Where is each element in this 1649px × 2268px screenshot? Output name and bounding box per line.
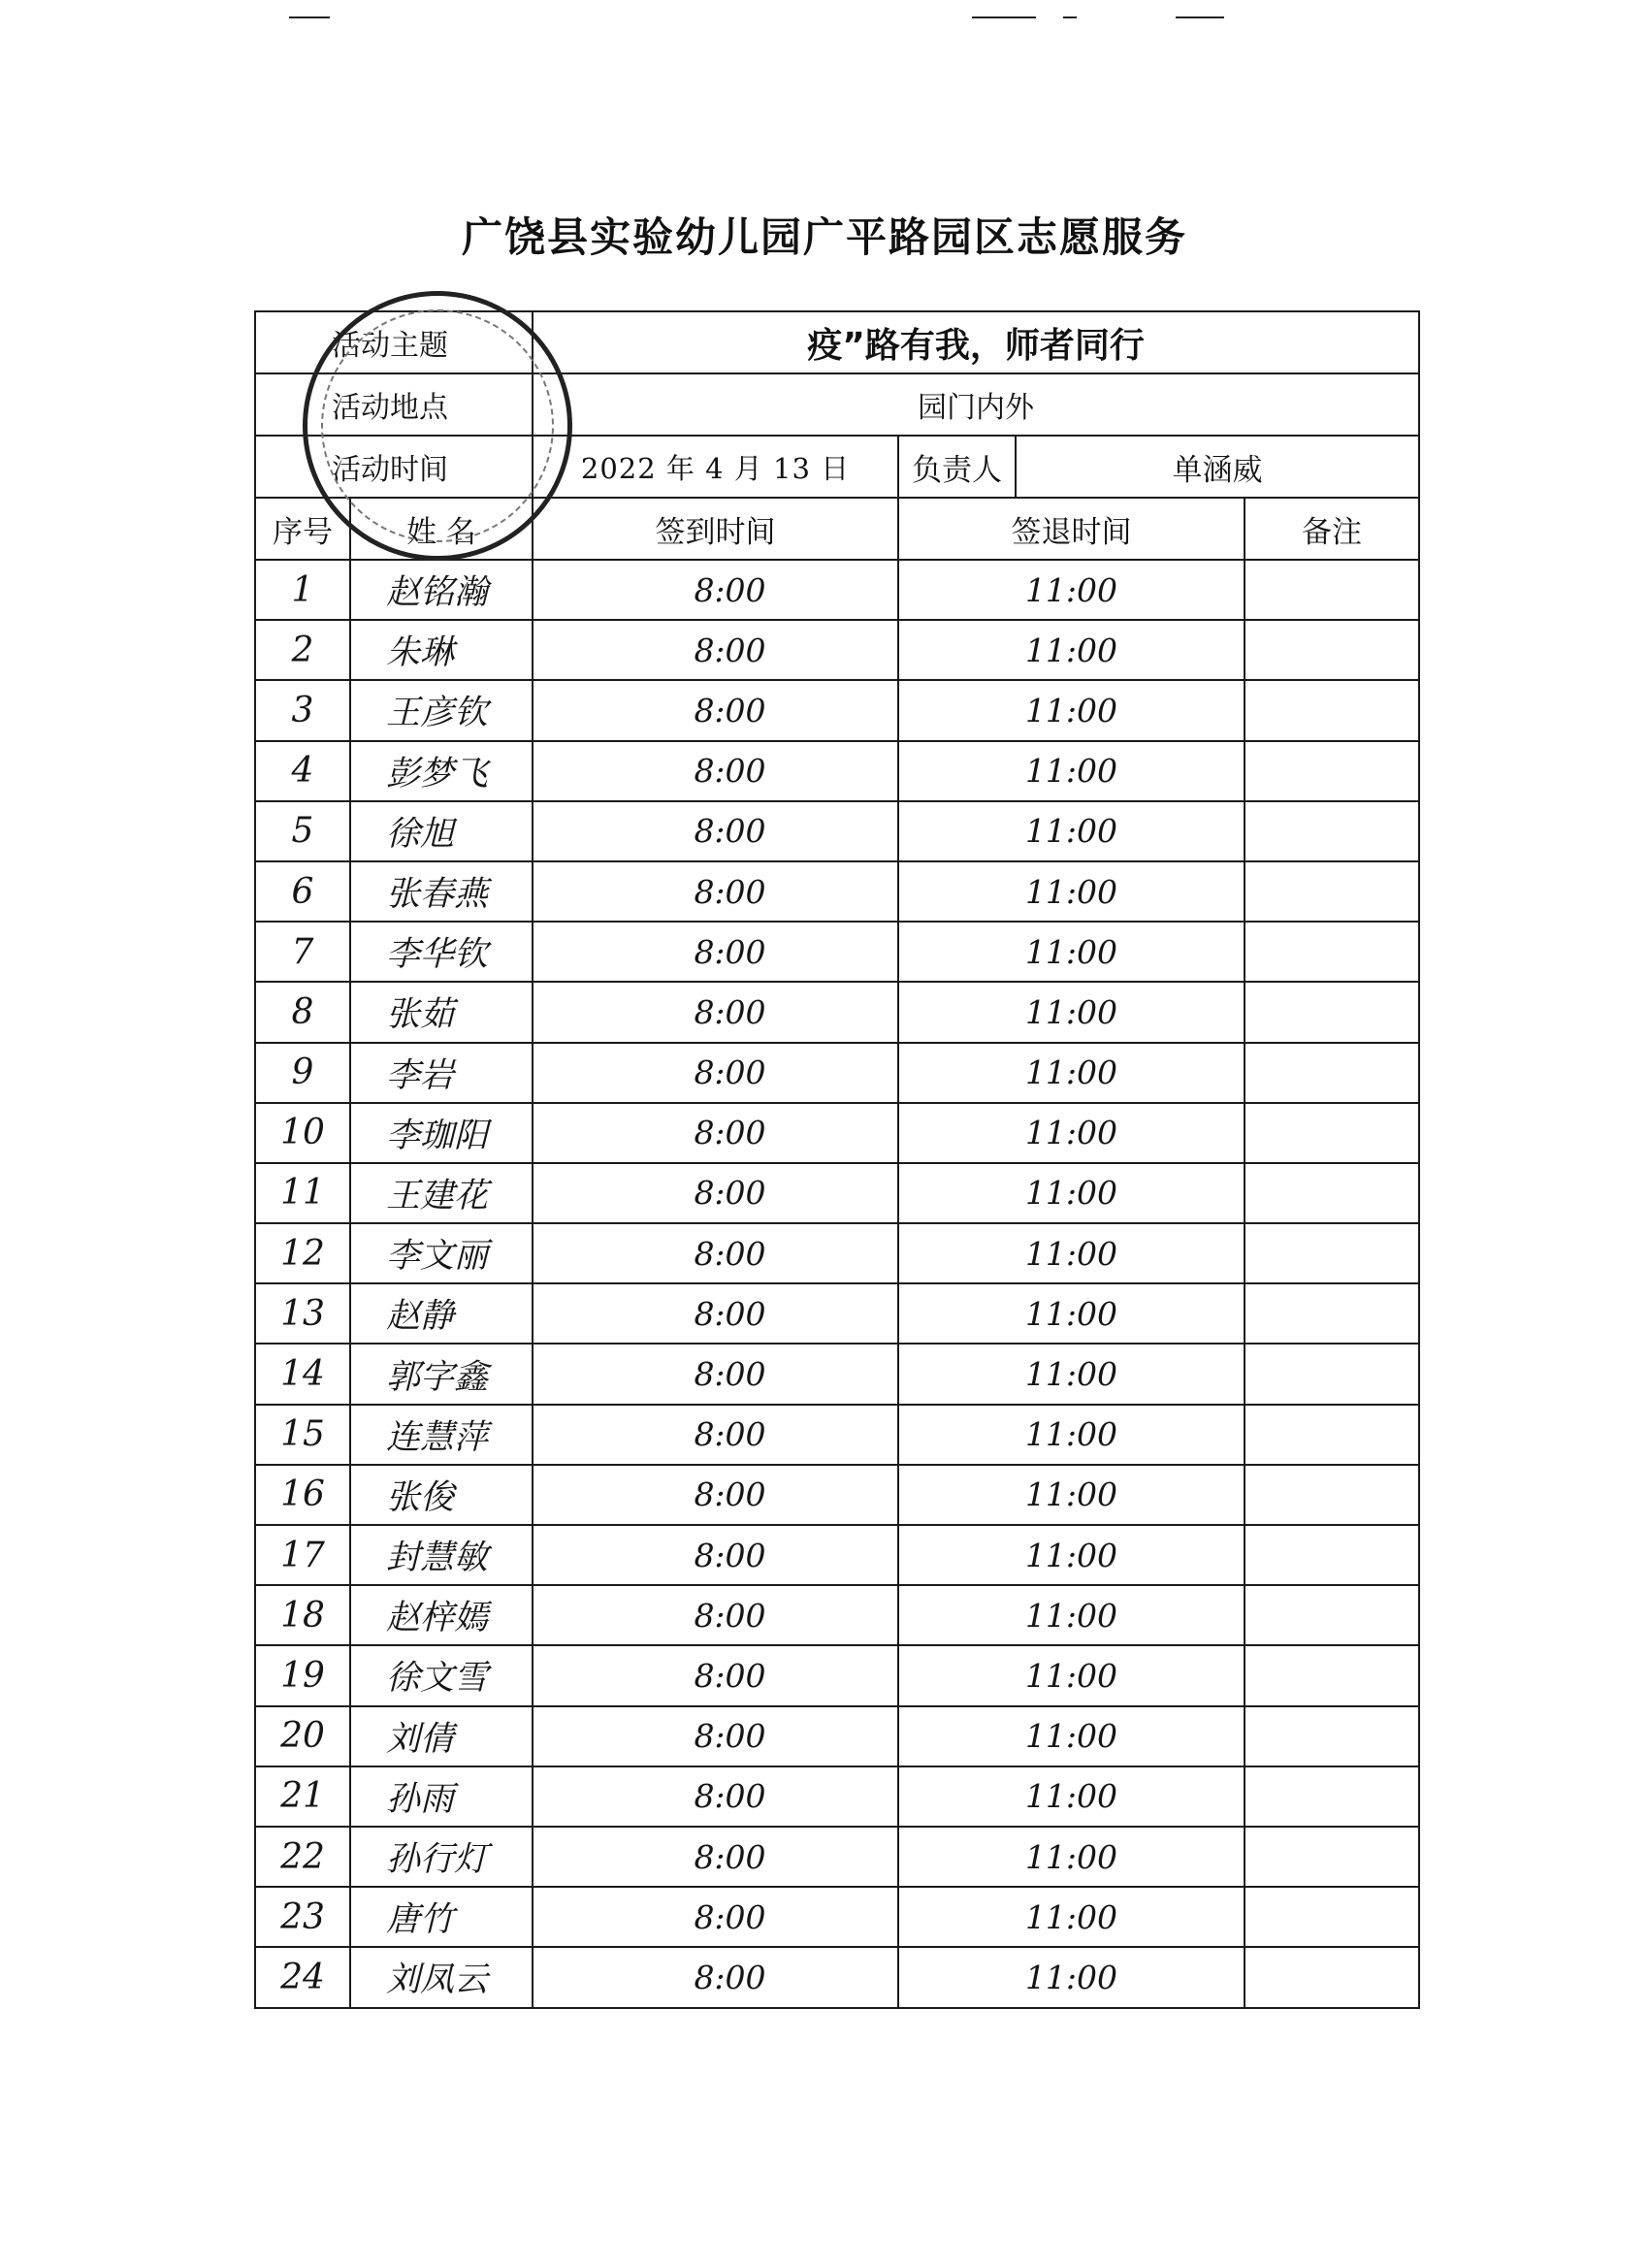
- signout-time: 11:00: [898, 1223, 1245, 1283]
- signout-time: 11:00: [898, 680, 1245, 740]
- remarks-cell: [1245, 1283, 1419, 1344]
- signin-time: 8:00: [533, 1283, 898, 1344]
- remarks-cell: [1245, 861, 1419, 922]
- col-header-signout-time: 签退时间: [898, 498, 1245, 560]
- table-row: [255, 1887, 1419, 1947]
- signout-time: 11:00: [898, 1645, 1245, 1705]
- table-row: [255, 1344, 1419, 1404]
- remarks-cell: [1245, 1887, 1419, 1947]
- signout-time: 11:00: [898, 560, 1245, 620]
- signout-time: 11:00: [898, 1947, 1245, 2007]
- signout-time: 11:00: [898, 1103, 1245, 1163]
- table-row: [255, 1405, 1419, 1465]
- remarks-cell: [1245, 1525, 1419, 1585]
- remarks-cell: [1245, 560, 1419, 620]
- signature-name: 朱琳: [350, 620, 533, 680]
- row-number: 15: [255, 1405, 350, 1465]
- venue-value: 园门内外: [533, 373, 1419, 436]
- signin-table-body: [255, 311, 1419, 2008]
- signin-time: 8:00: [533, 1465, 898, 1525]
- remarks-cell: [1245, 1344, 1419, 1404]
- signin-time: 8:00: [533, 1645, 898, 1705]
- signin-time: 8:00: [533, 982, 898, 1042]
- remarks-cell: [1245, 741, 1419, 801]
- row-number: 24: [255, 1947, 350, 2007]
- signout-time: 11:00: [898, 1525, 1245, 1585]
- signin-time: 8:00: [533, 1827, 898, 1887]
- signout-time: 11:00: [898, 741, 1245, 801]
- signin-time: 8:00: [533, 1405, 898, 1465]
- signature-name: 封慧敏: [350, 1525, 533, 1585]
- row-number: 2: [255, 620, 350, 680]
- signin-time: 8:00: [533, 1706, 898, 1766]
- table-row: [255, 1043, 1419, 1103]
- row-number: 17: [255, 1525, 350, 1585]
- signature-name: 刘凤云: [350, 1947, 533, 2007]
- row-number: 11: [255, 1163, 350, 1223]
- row-number: 7: [255, 922, 350, 982]
- row-number: 23: [255, 1887, 350, 1947]
- row-number: 16: [255, 1465, 350, 1525]
- signature-name: 孙行灯: [350, 1827, 533, 1887]
- row-number: 8: [255, 982, 350, 1042]
- row-number: 19: [255, 1645, 350, 1705]
- col-header-signin-time: 签到时间: [533, 498, 898, 560]
- table-row: [255, 1283, 1419, 1344]
- signature-name: 李华钦: [350, 922, 533, 982]
- table-row: [255, 560, 1419, 620]
- table-row: [255, 680, 1419, 740]
- table-row: [255, 620, 1419, 680]
- signature-name: 张春燕: [350, 861, 533, 922]
- signout-time: 11:00: [898, 1405, 1245, 1465]
- signout-time: 11:00: [898, 982, 1245, 1042]
- row-number: 6: [255, 861, 350, 922]
- signin-time: 8:00: [533, 1766, 898, 1827]
- remarks-cell: [1245, 1947, 1419, 2007]
- remarks-cell: [1245, 620, 1419, 680]
- signature-name: 连慧萍: [350, 1405, 533, 1465]
- row-number: 10: [255, 1103, 350, 1163]
- signin-time: 8:00: [533, 1103, 898, 1163]
- signin-time: 8:00: [533, 1525, 898, 1585]
- remarks-cell: [1245, 1827, 1419, 1887]
- signout-time: 11:00: [898, 1465, 1245, 1525]
- signout-time: 11:00: [898, 1344, 1245, 1404]
- signature-name: 彭梦飞: [350, 741, 533, 801]
- signature-name: 孙雨: [350, 1766, 533, 1827]
- signature-name: 徐文雪: [350, 1645, 533, 1705]
- venue-label: 活动地点: [255, 373, 533, 436]
- remarks-cell: [1245, 1163, 1419, 1223]
- remarks-cell: [1245, 1706, 1419, 1766]
- table-row: [255, 1645, 1419, 1705]
- table-row: [255, 741, 1419, 801]
- signature-name: 徐旭: [350, 801, 533, 861]
- signature-name: 赵静: [350, 1283, 533, 1344]
- signature-name: 王建花: [350, 1163, 533, 1223]
- signin-time: 8:00: [533, 1163, 898, 1223]
- table-row: [255, 861, 1419, 922]
- signout-time: 11:00: [898, 922, 1245, 982]
- scan-artifact-line: [1063, 16, 1077, 18]
- signature-name: 李岩: [350, 1043, 533, 1103]
- table-row: [255, 1223, 1419, 1283]
- row-number: 18: [255, 1585, 350, 1645]
- signature-name: 刘倩: [350, 1706, 533, 1766]
- signout-time: 11:00: [898, 1283, 1245, 1344]
- table-row: [255, 922, 1419, 982]
- remarks-cell: [1245, 680, 1419, 740]
- row-number: 20: [255, 1706, 350, 1766]
- row-number: 3: [255, 680, 350, 740]
- signin-time: 8:00: [533, 1344, 898, 1404]
- theme-label: 活动主题: [255, 311, 533, 373]
- remarks-cell: [1245, 1645, 1419, 1705]
- signin-time: 8:00: [533, 922, 898, 982]
- signout-time: 11:00: [898, 1706, 1245, 1766]
- row-number: 4: [255, 741, 350, 801]
- remarks-cell: [1245, 1103, 1419, 1163]
- remarks-cell: [1245, 1585, 1419, 1645]
- signout-time: 11:00: [898, 1163, 1245, 1223]
- activity-date: 2022 年 4 月 13 日: [533, 436, 898, 498]
- row-number: 13: [255, 1283, 350, 1344]
- scan-artifact-line: [1176, 16, 1224, 18]
- theme-value: 疫”路有我，师者同行: [533, 311, 1419, 373]
- signin-time: 8:00: [533, 861, 898, 922]
- signin-time: 8:00: [533, 1585, 898, 1645]
- col-header-number: 序号: [255, 498, 350, 560]
- signature-name: 李文丽: [350, 1223, 533, 1283]
- table-row: [255, 1947, 1419, 2007]
- column-header-row: [255, 498, 1419, 560]
- col-header-name: 姓 名: [350, 498, 533, 560]
- signin-time: 8:00: [533, 1043, 898, 1103]
- table-row: [255, 1766, 1419, 1827]
- row-number: 1: [255, 560, 350, 620]
- signout-time: 11:00: [898, 1585, 1245, 1645]
- table-row: [255, 1827, 1419, 1887]
- signout-time: 11:00: [898, 1887, 1245, 1947]
- signature-name: 王彦钦: [350, 680, 533, 740]
- table-row: [255, 1525, 1419, 1585]
- time-label: 活动时间: [255, 436, 533, 498]
- row-number: 9: [255, 1043, 350, 1103]
- signature-name: 张茹: [350, 982, 533, 1042]
- table-row: [255, 1163, 1419, 1223]
- col-header-remarks: 备注: [1245, 498, 1419, 560]
- signature-name: 李珈阳: [350, 1103, 533, 1163]
- venue-row: [255, 373, 1419, 436]
- signature-name: 唐竹: [350, 1887, 533, 1947]
- row-number: 12: [255, 1223, 350, 1283]
- remarks-cell: [1245, 801, 1419, 861]
- signature-name: 郭字鑫: [350, 1344, 533, 1404]
- row-number: 14: [255, 1344, 350, 1404]
- signout-time: 11:00: [898, 1766, 1245, 1827]
- remarks-cell: [1245, 1405, 1419, 1465]
- table-row: [255, 1103, 1419, 1163]
- signin-time: 8:00: [533, 741, 898, 801]
- signout-time: 11:00: [898, 801, 1245, 861]
- signin-time: 8:00: [533, 801, 898, 861]
- signature-name: 张俊: [350, 1465, 533, 1525]
- time-row: [255, 436, 1419, 498]
- signin-time: 8:00: [533, 1887, 898, 1947]
- row-number: 5: [255, 801, 350, 861]
- remarks-cell: [1245, 1766, 1419, 1827]
- signout-time: 11:00: [898, 1043, 1245, 1103]
- table-row: [255, 1706, 1419, 1766]
- signature-name: 赵铭瀚: [350, 560, 533, 620]
- document-title: 广饶县实验幼儿园广平路园区志愿服务: [461, 213, 1187, 261]
- signout-time: 11:00: [898, 620, 1245, 680]
- signin-time: 8:00: [533, 680, 898, 740]
- row-number: 22: [255, 1827, 350, 1887]
- responsible-name: 单涵威: [1016, 436, 1419, 498]
- signature-name: 赵梓嫣: [350, 1585, 533, 1645]
- table-row: [255, 801, 1419, 861]
- row-number: 21: [255, 1766, 350, 1827]
- remarks-cell: [1245, 922, 1419, 982]
- remarks-cell: [1245, 1223, 1419, 1283]
- scan-artifact-line: [289, 16, 330, 18]
- remarks-cell: [1245, 982, 1419, 1042]
- signin-time: 8:00: [533, 620, 898, 680]
- table-row: [255, 1585, 1419, 1645]
- signin-time: 8:00: [533, 1947, 898, 2007]
- table-row: [255, 1465, 1419, 1525]
- signin-time: 8:00: [533, 1223, 898, 1283]
- signin-table: [254, 310, 1420, 2009]
- signout-time: 11:00: [898, 861, 1245, 922]
- theme-row: [255, 311, 1419, 373]
- responsible-label: 负责人: [898, 436, 1016, 498]
- table-row: [255, 982, 1419, 1042]
- scan-artifact-line: [972, 16, 1036, 18]
- remarks-cell: [1245, 1465, 1419, 1525]
- signin-time: 8:00: [533, 560, 898, 620]
- remarks-cell: [1245, 1043, 1419, 1103]
- signout-time: 11:00: [898, 1827, 1245, 1887]
